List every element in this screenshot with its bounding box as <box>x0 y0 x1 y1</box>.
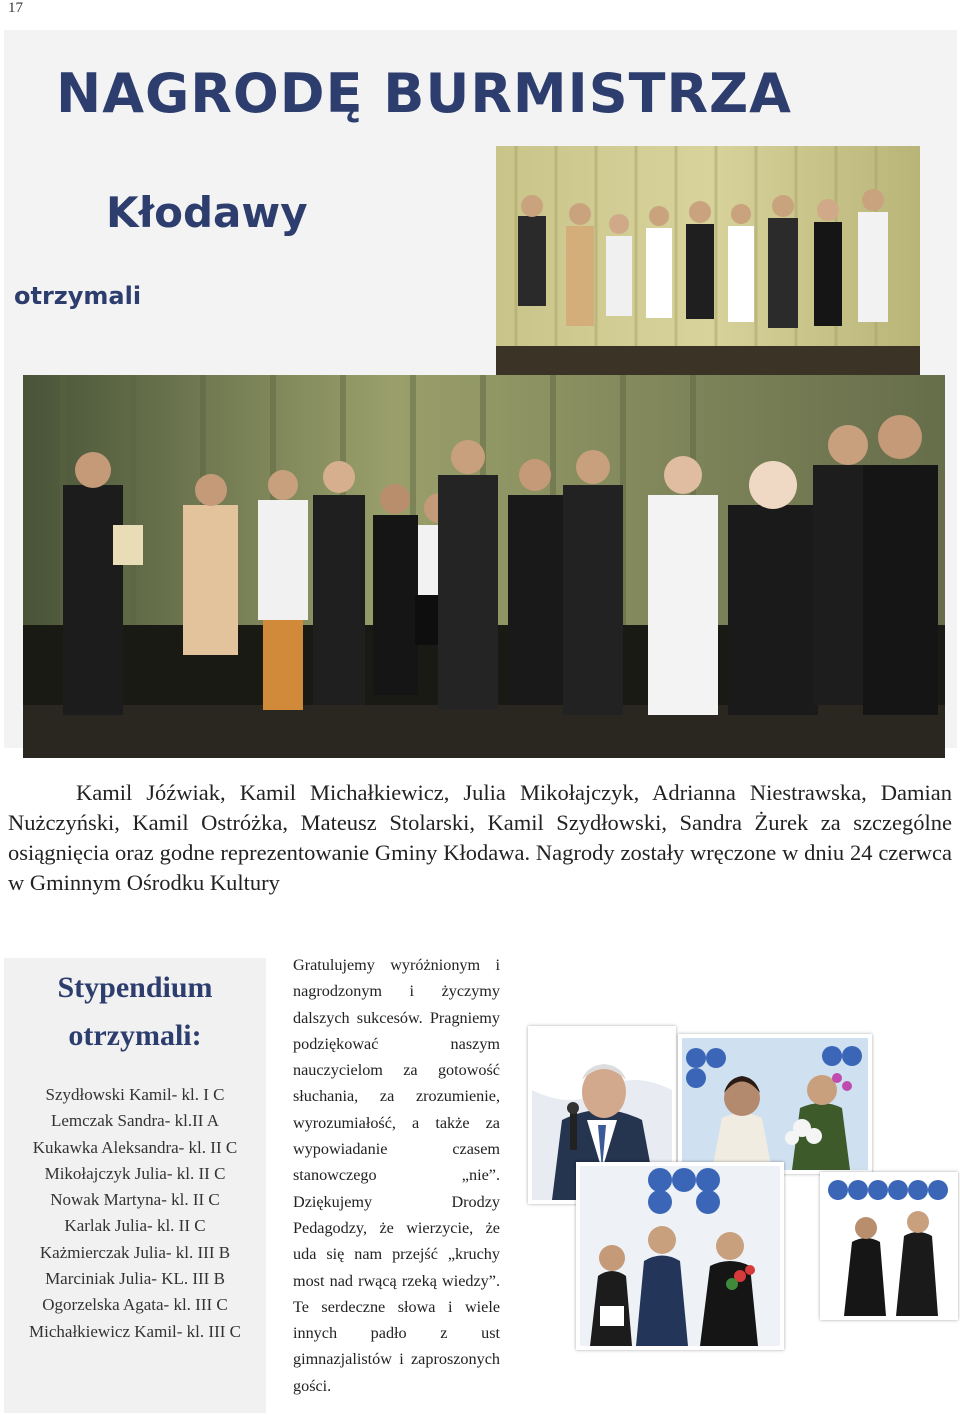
scholarship-box <box>4 958 266 1413</box>
collage-photo-group <box>576 1162 784 1350</box>
list-item: Lemczak Sandra- kl.II A <box>50 1111 220 1131</box>
list-item: Karlak Julia- kl. II C <box>64 1216 206 1236</box>
group-photo-small <box>496 146 920 380</box>
list-item: Nowak Martyna- kl. II C <box>50 1190 220 1210</box>
list-item: Szydłowski Kamil- kl. I C <box>45 1085 225 1104</box>
collage-photo-woman <box>678 1034 872 1174</box>
list-item: Mikołajczyk Julia- kl. II C <box>44 1163 226 1183</box>
thanks-text: Gratulujemy wyróżnionym i nagrodzonym i życzymy dalszych sukcesów. Pragniemy podziękować naszym nauczycielom za gotowość słuchania, za zrozumienie, wyrozumiałość, a także za wypowiadanie czasem stanowczego „nie”. Dziękujemy Drodzy Pedagodzy, że wierzycie, że uda się nam przejść „kruchy most nad rwącą rzeką wiedzy”. Te serdeczne słowa i wiele innych padło z ust gimnazjalistów i zaproszonych gości. <box>293 956 500 1395</box>
scholarship-subtitle: otrzymali: <box>68 1019 202 1052</box>
list-item: Michałkiewicz Kamil- kl. III C <box>29 1321 241 1341</box>
list-item: Ogorzelska Agata- kl. III C <box>42 1295 228 1315</box>
list-item: Każmierczak Julia- kl. III B <box>39 1242 231 1262</box>
page-number: 17 <box>8 0 23 16</box>
banner-subtitle: Kłodawy <box>106 188 308 237</box>
group-photo-large <box>23 375 945 758</box>
list-item: Kukawka Aleksandra- kl. II C <box>32 1137 238 1157</box>
banner-title: NAGRODĘ BURMISTRZA <box>56 62 792 125</box>
award-paragraph: Kamil Jóźwiak, Kamil Michałkiewicz, Julia Mikołajczyk, Adrianna Niestrawska, Damian Nużczyński, Kamil Ostróżka, Mateusz Stolarski, Kamil Szydłowski, Sandra Żurek za szczególne osiągnięcia oraz godne reprezentowanie Gminy Kłodawa. Nagrody zostały wręczone w dniu 24 czerwca w Gminnym Ośrodku Kultury <box>8 780 952 895</box>
scholarship-list <box>4 1082 266 1345</box>
collage-photo-teachers <box>820 1172 958 1320</box>
scholarship-title: Stypendium <box>57 971 213 1004</box>
banner-caption: otrzymali <box>14 282 142 310</box>
photo-collage <box>520 1022 960 1382</box>
list-item: Marciniak Julia- KL. III B <box>45 1269 225 1289</box>
award-banner <box>4 30 957 748</box>
